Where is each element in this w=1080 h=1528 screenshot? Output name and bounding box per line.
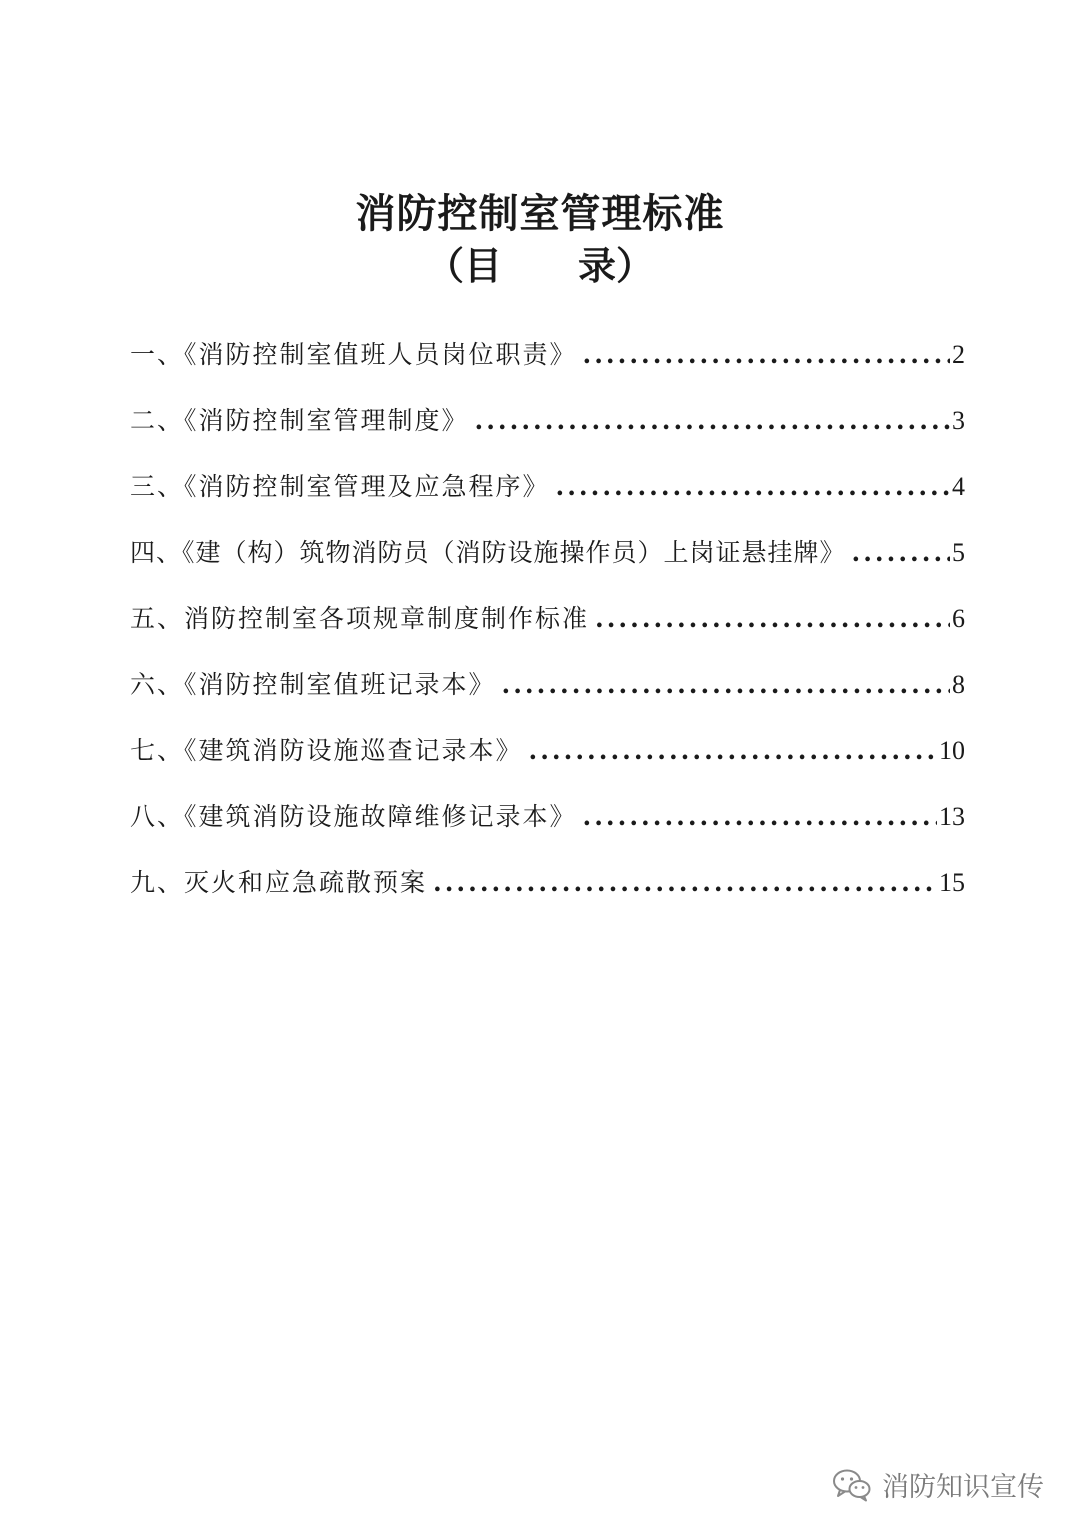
toc-entry-label: 四、《建（构）筑物消防员（消防设施操作员）上岗证悬挂牌》 xyxy=(130,538,846,567)
toc-entry xyxy=(130,726,965,792)
toc-entry-label: 六、《消防控制室值班记录本》 xyxy=(130,670,496,699)
toc-leader-dots xyxy=(433,858,937,908)
toc-entry-page: 2 xyxy=(952,340,965,369)
toc-entry xyxy=(130,858,965,924)
watermark xyxy=(832,1465,1044,1504)
toc-leader-dots xyxy=(595,594,950,644)
toc-entry-page: 10 xyxy=(939,736,965,765)
toc-entry-label: 五、消防控制室各项规章制度制作标准 xyxy=(130,604,590,633)
toc-entry xyxy=(130,792,965,858)
toc-entry-page: 8 xyxy=(952,670,965,699)
toc-entry-page: 3 xyxy=(952,406,965,435)
toc-entry xyxy=(130,462,965,528)
wechat-icon xyxy=(832,1468,872,1502)
toc-entry-page: 6 xyxy=(952,604,965,633)
toc-entry xyxy=(130,594,965,660)
table-of-contents xyxy=(130,330,965,924)
toc-entry-page: 15 xyxy=(939,868,965,897)
toc-entry xyxy=(130,396,965,462)
toc-entry-label: 三、《消防控制室管理及应急程序》 xyxy=(130,472,550,501)
page-subtitle: （目 录） xyxy=(425,244,654,288)
toc-leader-dots xyxy=(502,660,950,710)
toc-entry-label: 一、《消防控制室值班人员岗位职责》 xyxy=(130,340,577,369)
toc-entry-page: 13 xyxy=(939,802,965,831)
toc-entry xyxy=(130,528,965,594)
watermark-text: 消防知识宣传 xyxy=(882,1472,1044,1503)
toc-entry-page: 5 xyxy=(952,538,965,567)
toc-entry-label: 二、《消防控制室管理制度》 xyxy=(130,406,469,435)
toc-leader-dots xyxy=(583,792,937,842)
toc-entry xyxy=(130,660,965,726)
toc-entry xyxy=(130,330,965,396)
toc-leader-dots xyxy=(556,462,950,512)
toc-entry-label: 七、《建筑消防设施巡查记录本》 xyxy=(130,736,523,765)
toc-entry-label: 九、灭火和应急疏散预案 xyxy=(130,868,428,897)
page-title: 消防控制室管理标准 xyxy=(355,191,725,237)
toc-entry-page: 4 xyxy=(952,472,965,501)
toc-leader-dots xyxy=(475,396,950,446)
toc-entry-label: 八、《建筑消防设施故障维修记录本》 xyxy=(130,802,577,831)
toc-leader-dots xyxy=(529,726,937,776)
toc-leader-dots xyxy=(583,330,950,380)
toc-leader-dots xyxy=(852,528,950,578)
